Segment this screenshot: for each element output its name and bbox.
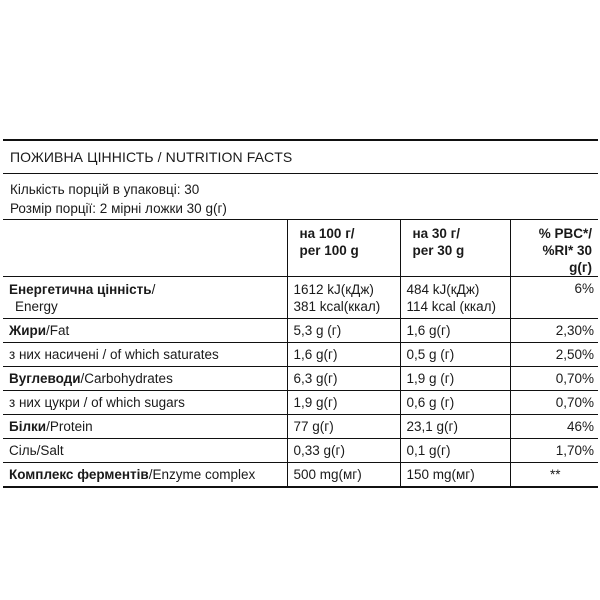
nutrient-name: /Enzyme complex [148, 467, 256, 482]
value-per-100g: 0,33 g(г) [287, 439, 400, 463]
serving-size: Розмір порції: 2 мірні ложки 30 g(г) [3, 199, 598, 220]
nutrient-name: Сіль/Salt [3, 439, 287, 463]
value-ri: 2,50% [510, 343, 598, 367]
table-row-protein [3, 415, 598, 439]
table-row-saturates [3, 343, 598, 367]
header-nutrient [3, 220, 287, 277]
value-per-30g: 1,6 g(г) [400, 319, 510, 343]
table-row-energy [3, 277, 598, 319]
table-row-enzyme-complex [3, 463, 598, 488]
nutrition-table [3, 220, 598, 488]
servings-per-pack: Кількість порцій в упаковці: 30 [10, 182, 200, 197]
nutrient-name-bold: Енергетична цінність [9, 281, 152, 297]
nutrient-name: з них цукри / of which sugars [3, 391, 287, 415]
value-per-30g: 0,1 g(г) [400, 439, 510, 463]
nutrient-name: /Carbohydrates [80, 371, 173, 386]
value-per-100g: 5,3 g (г) [287, 319, 400, 343]
table-row-salt [3, 439, 598, 463]
value-per-30g: 23,1 g(г) [400, 415, 510, 439]
table-row-fat [3, 319, 598, 343]
table-row-carbohydrates [3, 367, 598, 391]
value-ri: ** [510, 463, 598, 488]
header-per-100g: на 100 г/ per 100 g [287, 220, 400, 277]
header-per-30g: на 30 г/ per 30 g [400, 220, 510, 277]
table-header-row [3, 220, 598, 277]
value-ri: 46% [510, 415, 598, 439]
nutrient-name: /Protein [46, 419, 93, 434]
header-reference-intake: % PBC*/ %RI* 30 g(г) [510, 220, 598, 277]
value-ri: 0,70% [510, 391, 598, 415]
value-per-30g: 0,6 g (г) [400, 391, 510, 415]
value-per-30g: 1,9 g (г) [400, 367, 510, 391]
value-per-100g: 1,9 g(г) [287, 391, 400, 415]
value-ri: 1,70% [510, 439, 598, 463]
nutrient-name-bold: Комплекс ферментів [9, 467, 149, 482]
nutrition-facts-panel [3, 139, 598, 488]
nutrient-name: з них насичені / of which saturates [3, 343, 287, 367]
value-per-30g: 484 kJ(кДж) [406, 281, 480, 297]
value-per-100g: 1,6 g(г) [287, 343, 400, 367]
value-ri: 6% [510, 277, 598, 319]
value-per-100g: 6,3 g(г) [287, 367, 400, 391]
value-ri: 0,70% [510, 367, 598, 391]
value-ri: 2,30% [510, 319, 598, 343]
nutrient-name-bold: Вуглеводи [9, 371, 81, 386]
value-per-30g: 150 mg(мг) [400, 463, 510, 488]
nutrient-name-bold: Білки [9, 419, 47, 434]
nutrient-name-secondary: Energy [15, 298, 58, 314]
value-per-100g: 77 g(г) [287, 415, 400, 439]
panel-title: ПОЖИВНА ЦІННІСТЬ / NUTRITION FACTS [3, 141, 598, 174]
value-per-30g-secondary: 114 kcal (ккал) [406, 298, 497, 314]
nutrient-name-bold: Жири [9, 323, 47, 338]
value-per-100g-secondary: 381 kcal(ккал) [293, 298, 381, 314]
nutrient-name: /Fat [46, 323, 70, 338]
nutrient-name: / [151, 281, 156, 297]
value-per-30g: 0,5 g (г) [400, 343, 510, 367]
value-per-100g: 500 mg(мг) [287, 463, 400, 488]
table-row-sugars [3, 391, 598, 415]
value-per-100g: 1612 kJ(кДж) [293, 281, 374, 297]
